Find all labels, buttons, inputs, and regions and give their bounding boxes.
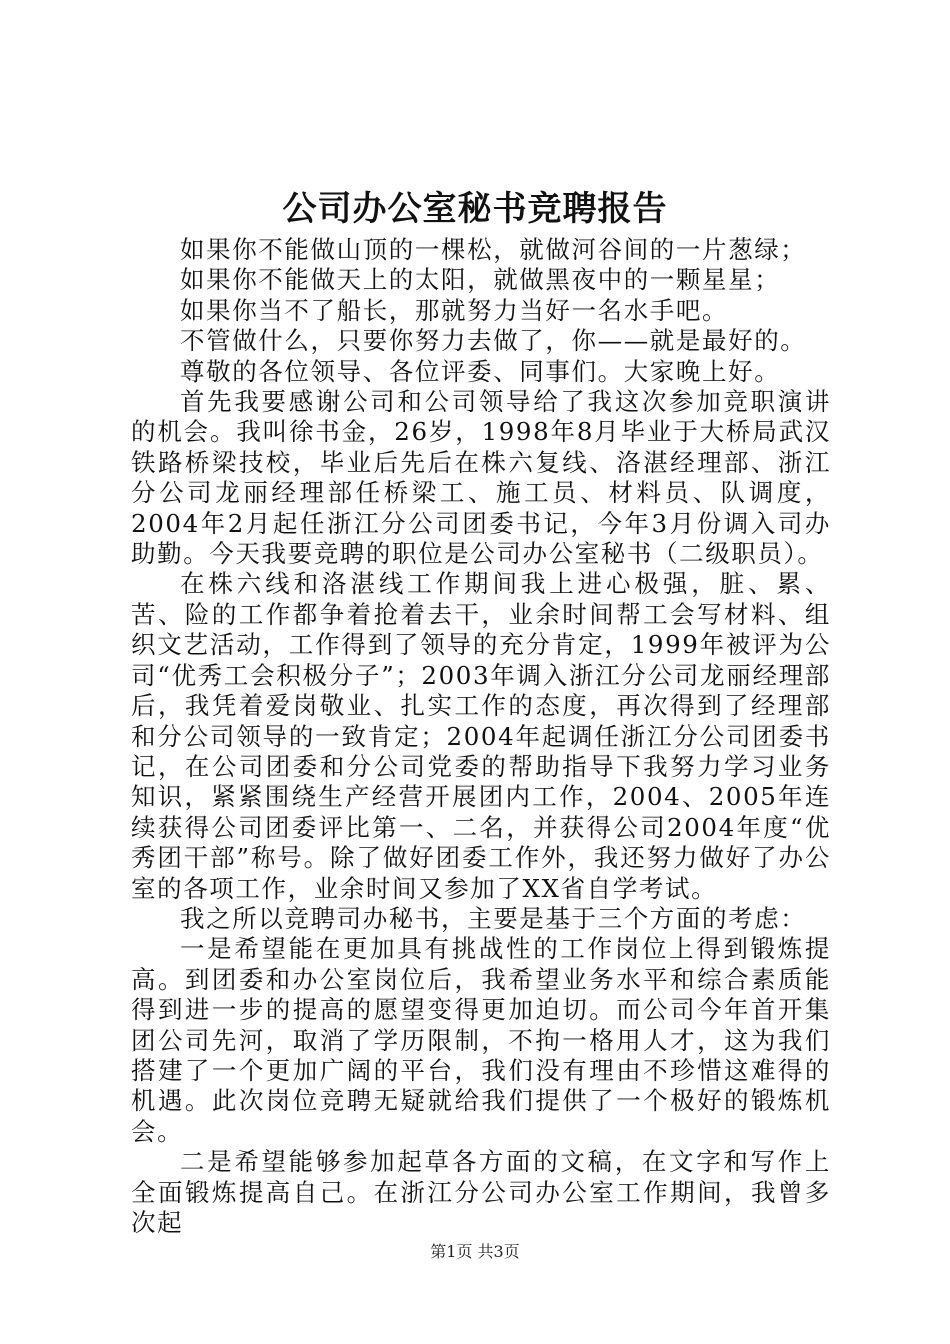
- paragraph: 我之所以竞聘司办秘书，主要是基于三个方面的考虑：: [180, 903, 807, 933]
- paragraph: 尊敬的各位领导、各位评委、同事们。大家晚上好。: [180, 356, 781, 386]
- paragraph: 一是希望能在更加具有挑战性的工作岗位上得到锻炼提高。到团委和办公室岗位后，我希望业务水平和综合素质能得到进一步的提高的愿望变得更加迫切。而公司今年首开集团公司先河，取消了学历限制，不拘一格用人才，这为我们搭建了一个更加广阔的平台，我们没有理由不珍惜这难得的机遇。此次岗位竞聘无疑就给我们提供了一个极好的锻炼机会。: [131, 934, 831, 1146]
- paragraph: 如果你不能做天上的太阳，就做黑夜中的一颗星星；: [180, 265, 781, 295]
- paragraph: 如果你不能做山顶的一棵松，就做河谷间的一片葱绿；: [180, 235, 807, 264]
- paragraph: 不管做什么，只要你努力去做了，你——就是最好的。: [180, 326, 807, 356]
- paragraph: 如果你当不了船长，那就努力当好一名水手吧。: [180, 295, 729, 325]
- paragraph: 首先我要感谢公司和公司领导给了我这次参加竞职演讲的机会。我叫徐书金，26岁，1998年8月毕业于大桥局武汉铁路桥梁技校，毕业后先后在株六复线、洛湛经理部、浙江分公司龙丽经理部任桥梁工、施工员、材料员、队调度，2004年2月起任浙江分公司团委书记，今年3月份调入司办助勤。今天我要竞聘的职位是公司办公室秘书（二级职员）。: [131, 387, 831, 569]
- document-body: [131, 235, 831, 1238]
- page-number-footer: 第1页 共3页: [430, 1242, 520, 1261]
- paragraph: 在株六线和洛湛线工作期间我上进心极强，脏、累、苦、险的工作都争着抢着去干，业余时间帮工会写材料、组织文艺活动，工作得到了领导的充分肯定，1999年被评为公司“优秀工会积极分子”；2003年调入浙江分公司龙丽经理部后，我凭着爱岗敬业、扎实工作的态度，再次得到了经理部和分公司领导的一致肯定；2004年起调任浙江分公司团委书记，在公司团委和分公司党委的帮助指导下我努力学习业务知识，紧紧围绕生产经营开展团内工作，2004、2005年连续获得公司团委评比第一、二名，并获得公司2004年度“优秀团干部”称号。除了做好团委工作外，我还努力做好了办公室的各项工作，业余时间又参加了XX省自学考试。: [131, 569, 831, 903]
- document-title: 公司办公室秘书竞聘报告: [282, 189, 668, 229]
- paragraph: 二是希望能够参加起草各方面的文稿，在文字和写作上全面锻炼提高自己。在浙江分公司办公室工作期间，我曾多次起: [131, 1147, 831, 1237]
